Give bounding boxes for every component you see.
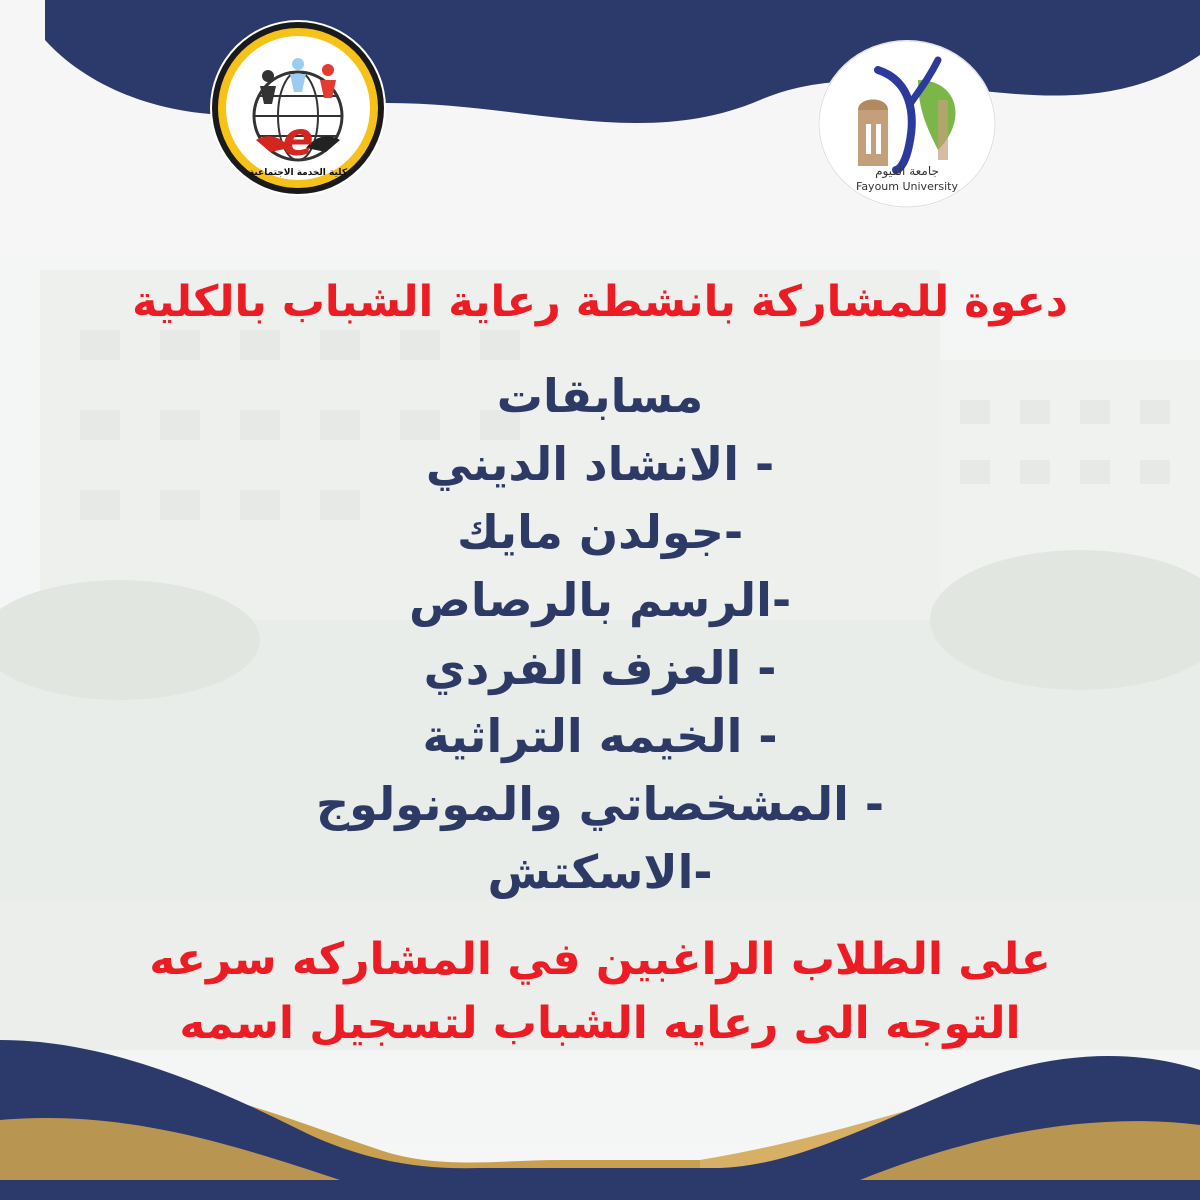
list-item: - الخيمه التراثية <box>422 709 778 763</box>
registration-note-line-2: التوجه الى رعايه الشباب لتسجيل اسمه <box>179 998 1021 1049</box>
list-item: -الاسكتش <box>487 845 713 899</box>
competitions-heading: مسابقات <box>496 369 704 423</box>
faculty-logo <box>210 20 386 196</box>
list-item: - الانشاد الديني <box>425 437 775 491</box>
registration-note-line-1: على الطلاب الراغبين في المشاركه سرعه <box>149 934 1051 985</box>
list-item: -جولدن مايك <box>456 505 744 559</box>
registration-note <box>60 928 1140 1056</box>
university-caption-en: Fayoum University <box>856 180 958 193</box>
faculty-logo-caption: كلية الخدمة الاجتماعية <box>248 168 348 178</box>
competitions-list <box>100 362 1100 906</box>
list-item: - العزف الفردي <box>423 641 777 695</box>
invitation-title: دعوة للمشاركة بانشطة رعاية الشباب بالكلية <box>132 277 1068 327</box>
list-item: - المشخصاتي والمونولوج <box>315 777 885 831</box>
university-logo <box>818 40 996 208</box>
list-item: -الرسم بالرصاص <box>408 573 792 627</box>
university-caption-ar: جامعة الفيوم <box>875 164 939 178</box>
logo-letter: e <box>282 112 314 166</box>
